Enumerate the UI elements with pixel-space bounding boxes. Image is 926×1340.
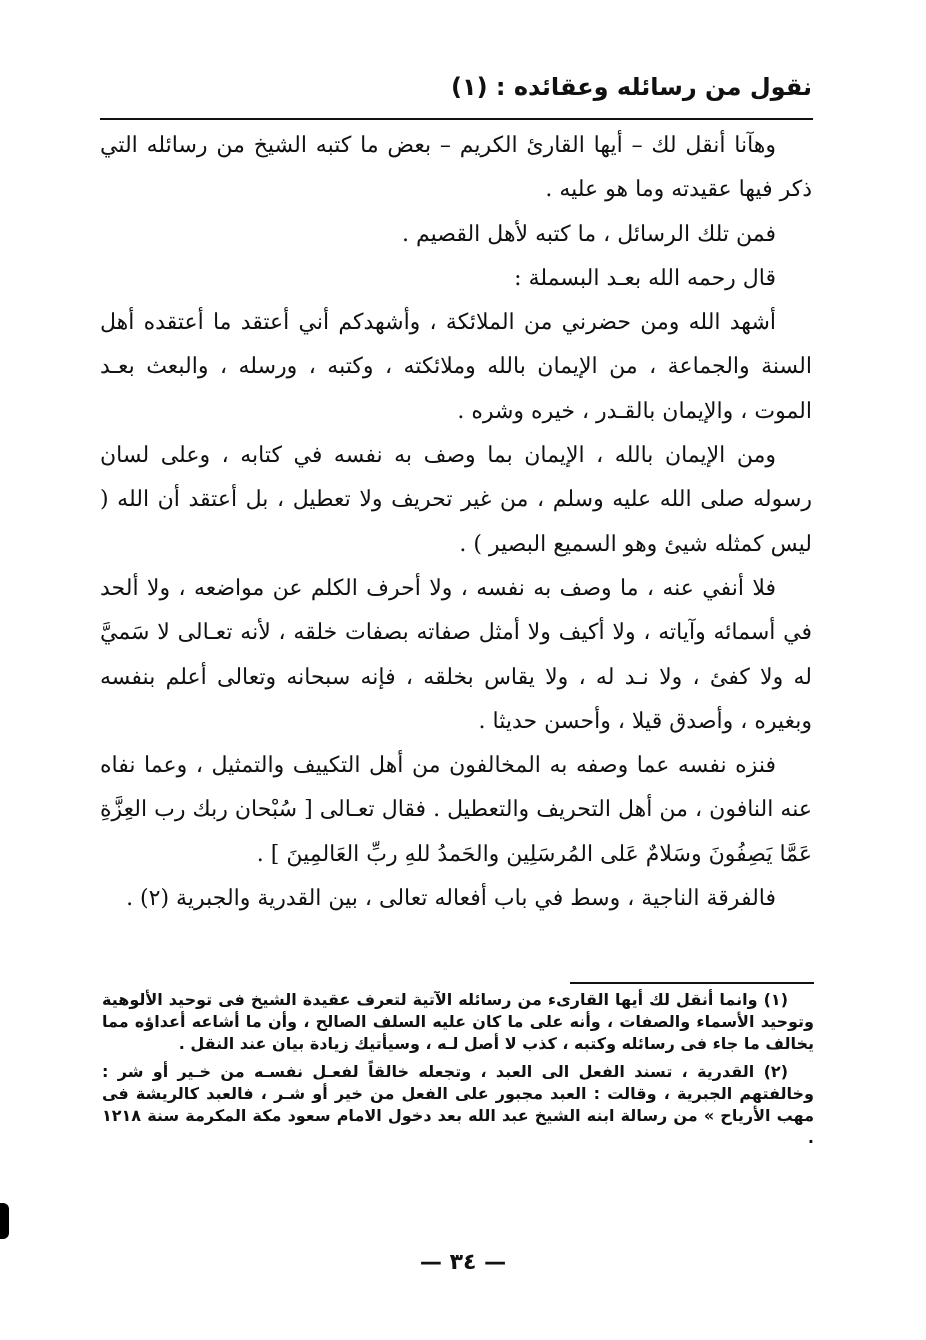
paragraph: وهآنا أنقل لك – أيها القارئ الكريم – بعض ما كتبه الشيخ من رسائله التي ذكر فيها عقيدته وما هو عليه .: [100, 133, 812, 203]
heading-divider: [100, 118, 813, 120]
footnote: (١) وانما أنقل لك أيها القارىء من رسائله الآتية لتعرف عقيدة الشيخ فى توحيد الألوهية وتوحيد الأسماء والصفات ، وأنه على ما كان عليه السلف الصالح ، وأن ما أشاعه أعداؤه مما يخالف ما جاء فى رسائله وكتبه ، كذب لا أصل لـه ، وسيأتيك زيادة بيان عند النقل .: [102, 990, 814, 1054]
paragraph: ومن الإيمان بالله ، الإيمان بما وصف به نفسه في كتابه ، وعلى لسان رسوله صلى الله عليه وسلم ، من غير تحريف ولا تعطيل ، بل أعتقد أن الله ( ليس كمثله شيئ وهو السميع البصير ) .: [100, 443, 812, 557]
footnote: (٢) القدرية ، تسند الفعل الى العبد ، وتجعله خالقاً لفعـل نفسـه من خـير أو شر : وخالفتهم الجبرية ، وقالت : العبد مجبور على الفعل من خير أو شـر ، فالعبد كالريشة فى مهب الأرياح » من رسالة ابنه الشيخ عبد الله بعد دخول الامام سعود مكة المكرمة سنة ١٢١٨ .: [102, 1061, 814, 1148]
footnote-divider: [570, 982, 814, 984]
footnotes: [102, 989, 814, 1154]
paragraph: قال رحمه الله بعـد البسملة :: [514, 265, 776, 291]
paragraph: أشهد الله ومن حضرني من الملائكة ، وأشهدكم أني أعتقد ما أعتقده أهل السنة والجماعة ، من الإيمان بالله وملائكته ، وكتبه ، ورسله ، والبعث بعـد الموت ، والإيمان بالقـدر ، خيره وشره .: [100, 310, 812, 424]
paragraph: فالفرقة الناجية ، وسط في باب أفعاله تعالى ، بين القدرية والجبرية (٢) .: [126, 886, 776, 912]
section-heading: نقول من رسائله وعقائده : (١): [450, 73, 812, 101]
main-text: [100, 124, 812, 921]
paragraph: فنزه نفسه عما وصفه به المخالفون من أهل التكييف والتمثيل ، وعما نفاه عنه النافون ، من أهل التحريف والتعطيل . فقال تعـالى [ سُبْحان ربك رب العِزَّةِ عَمَّا يَصِفُونَ وسَلامٌ عَلى المُرسَلِين والحَمدُ للهِ ربِّ العَالمِينَ ] .: [100, 753, 812, 867]
ink-blot: [0, 1203, 9, 1239]
page-number: — ٣٤ —: [419, 1250, 507, 1275]
paragraph: فلا أنفي عنه ، ما وصف به نفسه ، ولا أحرف الكلم عن مواضعه ، ولا ألحد في أسمائه وآياته ، ولا أكيف ولا أمثل صفاته بصفات خلقه ، لأنه تعـالى لا سَميَّ له ولا كفئ ، ولا نـد له ، ولا يقاس بخلقه ، فإنه سبحانه وتعالى أعلم بنفسه وبغيره ، وأصدق قيلا ، وأحسن حديثا .: [100, 575, 812, 734]
paragraph: فمن تلك الرسائل ، ما كتبه لأهل القصيم .: [402, 221, 776, 247]
